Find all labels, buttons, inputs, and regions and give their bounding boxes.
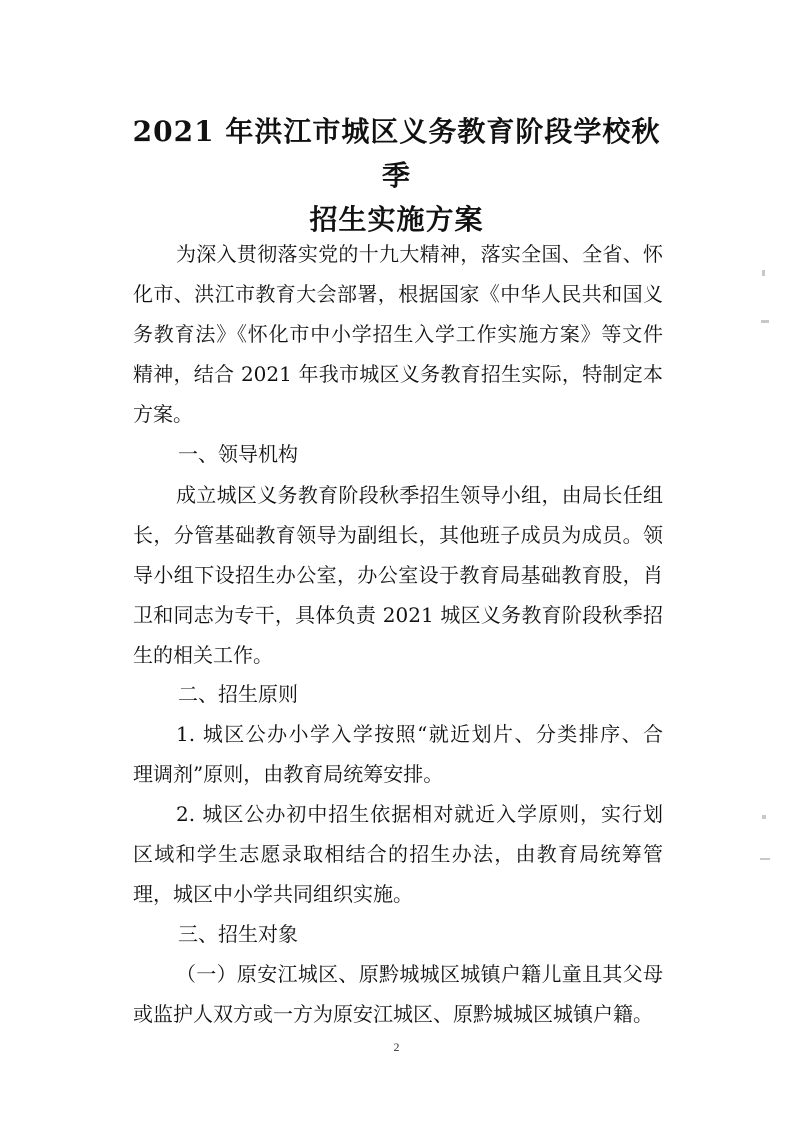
section-heading-targets: 三、招生对象 [178,922,298,946]
intro-line-4: 精神，结合 2021 年我市城区义务教育招生实际，特制定本 [133,362,663,386]
scan-speck [760,858,770,860]
targets-line-2: 或监护人双方或一方为原安江城区、原黔城城区城镇户籍。 [133,1002,653,1026]
leadership-paragraph [133,475,663,675]
principle-1-line-1: 1. 城区公办小学入学按照“就近划片、分类排序、合 [176,722,663,746]
section-heading-leadership: 一、领导机构 [178,442,298,466]
title-line-1: 2021 年洪江市城区义务教育阶段学校秋季 [132,115,661,192]
targets-line-1: （一）原安江城区、原黔城城区城镇户籍儿童且其父母 [176,962,663,986]
leadership-line-1: 成立城区义务教育阶段秋季招生领导小组，由局长任组 [176,483,663,507]
principle-item-2 [133,794,663,914]
page-number: 2 [393,1040,400,1054]
intro-line-1: 为深入贯彻落实党的十九大精神，落实全国、全省、怀 [176,242,663,266]
principle-2-line-1: 2. 城区公办初中招生依据相对就近入学原则，实行划 [176,802,663,826]
leadership-line-4: 卫和同志为专干，具体负责 2021 城区义务教育阶段秋季招 [133,603,663,627]
title-line-2: 招生实施方案 [309,203,484,236]
leadership-line-2: 长，分管基础教育领导为副组长，其他班子成员为成员。领 [133,523,663,547]
scan-speck [762,815,766,819]
principle-1-line-2: 理调剂”原则，由教育局统筹安排。 [133,762,444,786]
principle-2-line-2: 区域和学生志愿录取相结合的招生办法，由教育局统筹管 [133,842,663,866]
scan-speck [761,320,769,323]
document-title [120,110,673,242]
targets-paragraph [133,954,663,1034]
intro-line-3: 务教育法》《怀化市中小学招生入学工作实施方案》等文件 [133,322,663,346]
scan-speck [762,270,765,276]
intro-paragraph [133,234,663,434]
intro-line-2: 化市、洪江市教育大会部署，根据国家《中华人民共和国义 [133,282,663,306]
section-heading-principles: 二、招生原则 [178,682,298,706]
leadership-line-3: 导小组下设招生办公室，办公室设于教育局基础教育股，肖 [133,563,663,587]
principle-item-1 [133,714,663,794]
principle-2-line-3: 理，城区中小学共同组织实施。 [133,882,413,906]
intro-line-5: 方案。 [133,402,193,426]
leadership-line-5: 生的相关工作。 [133,643,273,667]
